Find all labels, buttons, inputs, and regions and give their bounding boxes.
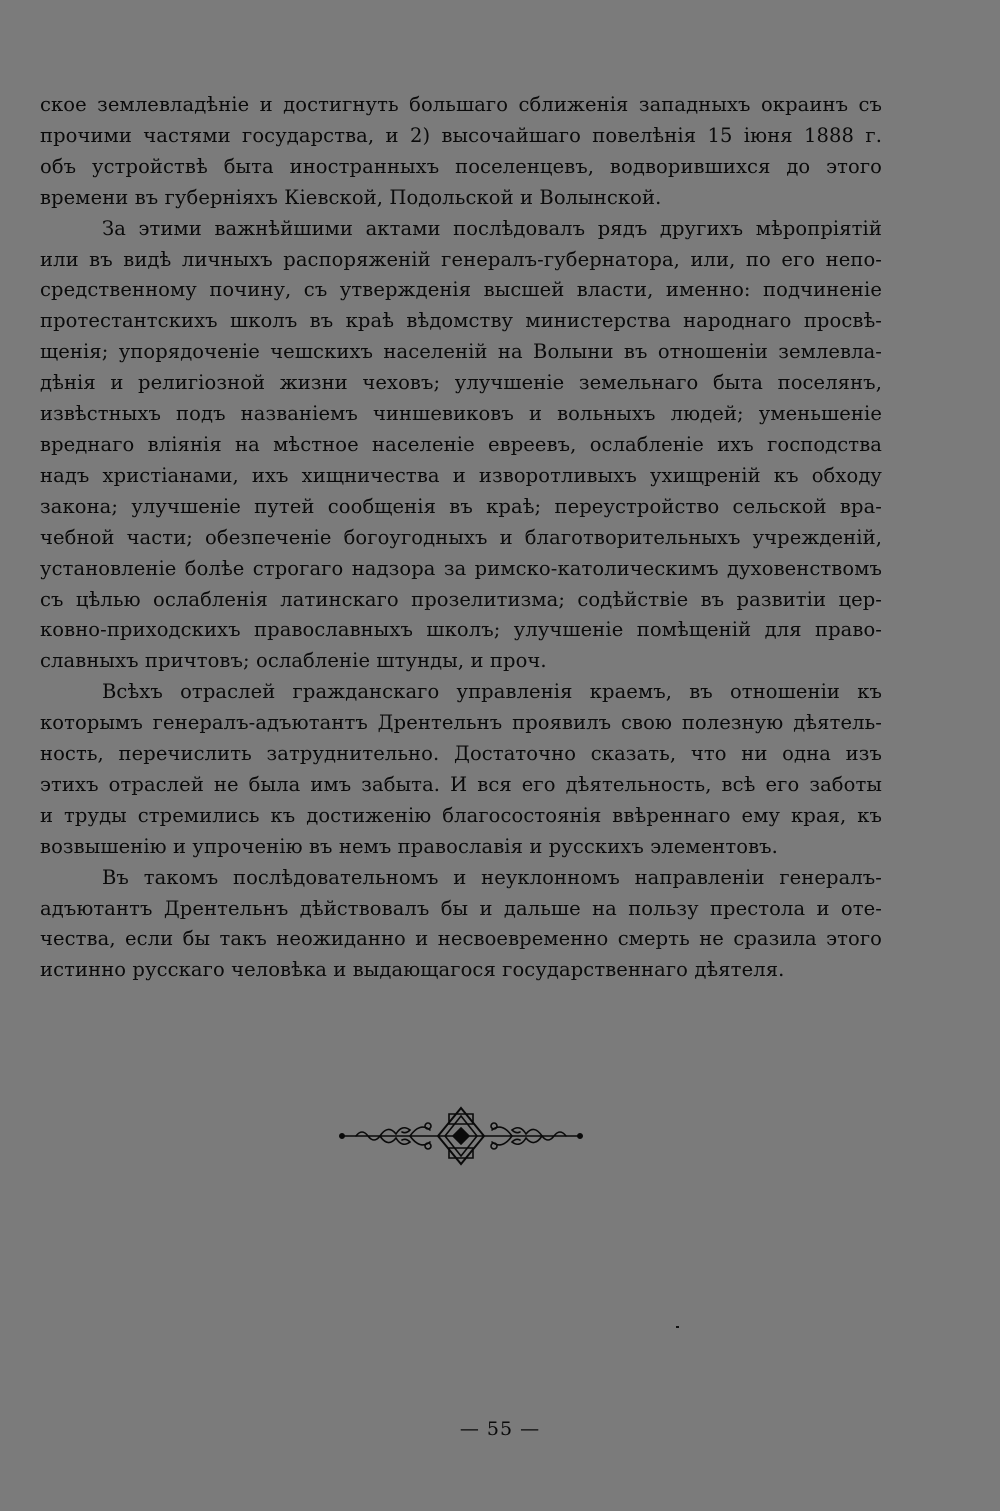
- print-speck: [676, 1326, 679, 1328]
- text-line: истинно русскаго человѣка и выдающагося государственнаго дѣятеля.: [40, 958, 785, 982]
- text-line: За этими важнѣйшими актами послѣдовалъ рядъ другихъ мѣропріятій: [102, 216, 882, 240]
- text-line: прочими частями государства, и 2) высочайшаго повелѣнія 15 іюня 1888 г.: [40, 123, 882, 147]
- text-line: адъютантъ Дрентельнъ дѣйствовалъ бы и дальше на пользу престола и оте-: [40, 896, 882, 920]
- text-line: средственному почину, съ утвержденія высшей власти, именно: подчиненіе: [40, 278, 882, 302]
- paragraph-2: [40, 214, 882, 678]
- text-line: которымъ генералъ-адъютантъ Дрентельнъ проявилъ свою полезную дѣятель-: [40, 711, 882, 735]
- decorative-vignette-icon: [336, 1106, 586, 1166]
- page-body: [40, 90, 882, 986]
- text-line: Въ такомъ послѣдовательномъ и неуклонномъ направленіи генералъ-: [102, 865, 882, 889]
- text-line: надъ христіанами, ихъ хищничества и изворотливыхъ ухищреній къ обходу: [40, 463, 882, 487]
- text-line: щенія; упорядоченіе чешскихъ населеній на Волыни въ отношеніи землевла-: [40, 340, 882, 364]
- text-line: чества, если бы такъ неожиданно и несвоевременно смерть не сразила этого: [40, 927, 882, 951]
- text-line: закона; улучшеніе путей сообщенія въ краѣ; переустройство сельской вра-: [40, 494, 882, 518]
- text-line: чебной части; обезпеченіе богоугодныхъ и благотворительныхъ учрежденій,: [40, 525, 882, 549]
- text-line: извѣстныхъ подъ названіемъ чиншевиковъ и вольныхъ людей; уменьшеніе: [40, 402, 882, 426]
- text-line: славныхъ причтовъ; ослабленіе штунды, и проч.: [40, 649, 547, 673]
- text-line: времени въ губерніяхъ Кіевской, Подольской и Волынской.: [40, 185, 662, 209]
- text-line: и труды стремились къ достиженію благосостоянія ввѣреннаго ему края, къ: [40, 803, 882, 827]
- page-number: — 55 —: [459, 1418, 541, 1440]
- text-line: ность, перечислить затруднительно. Достаточно сказать, что ни одна изъ: [40, 742, 882, 766]
- text-line: установленіе болѣе строгаго надзора за римско-католическимъ духовенствомъ: [40, 556, 882, 580]
- paragraph-3: [40, 677, 882, 862]
- text-line: съ цѣлью ослабленія латинскаго прозелитизма; содѣйствіе въ развитіи цер-: [40, 587, 882, 611]
- paragraph-4: [40, 863, 882, 987]
- text-line: объ устройствѣ быта иностранныхъ поселенцевъ, водворившихся до этого: [40, 154, 882, 178]
- text-line: ское землевладѣніе и достигнуть большаго сближенія западныхъ окраинъ съ: [40, 93, 882, 116]
- text-line: этихъ отраслей не была имъ забыта. И вся его дѣятельность, всѣ его заботы: [40, 772, 882, 796]
- text-line: возвышенію и упроченію въ немъ православія и русскихъ элементовъ.: [40, 834, 778, 858]
- text-line: вреднаго вліянія на мѣстное населеніе евреевъ, ослабленіе ихъ господства: [40, 432, 882, 456]
- text-line: протестантскихъ школъ въ краѣ вѣдомству министерства народнаго просвѣ-: [40, 309, 882, 333]
- text-line: или въ видѣ личныхъ распоряженій генералъ-губернатора, или, по его непо-: [40, 247, 882, 271]
- text-line: ковно-приходскихъ православныхъ школъ; улучшеніе помѣщеній для право-: [40, 618, 882, 642]
- text-line: дѣнія и религіозной жизни чеховъ; улучшеніе земельнаго быта поселянъ,: [40, 371, 882, 395]
- text-line: Всѣхъ отраслей гражданскаго управленія краемъ, въ отношеніи къ: [102, 680, 882, 704]
- paragraph-1: [40, 90, 882, 214]
